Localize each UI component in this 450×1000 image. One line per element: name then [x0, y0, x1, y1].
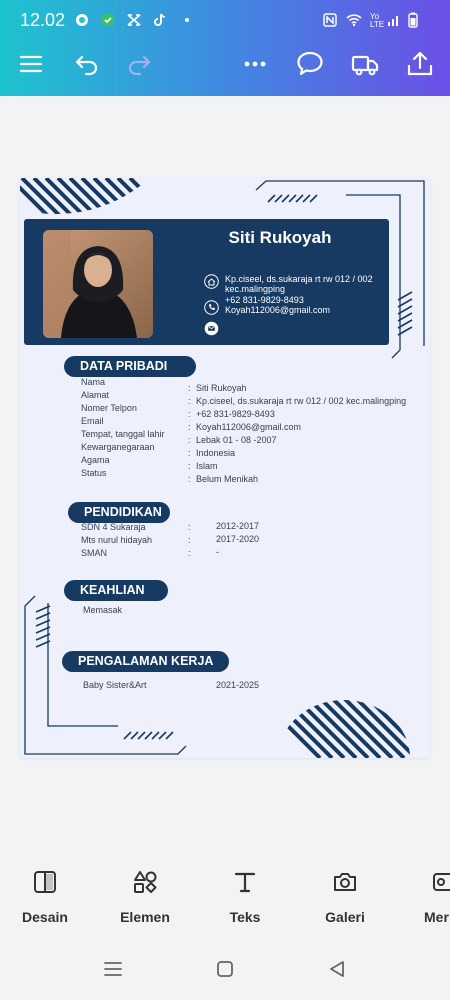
battery-icon	[405, 12, 421, 28]
section-experience[interactable]: PENGALAMAN KERJA	[62, 651, 229, 672]
value-phone: +62 831-9829-8493	[196, 409, 275, 419]
dock-elements-label: Elemen	[120, 909, 170, 925]
education-school: Mts nurul hidayah	[81, 535, 153, 545]
dock-brand[interactable]	[405, 868, 450, 925]
education-school: SMAN	[81, 548, 108, 558]
value-religion: Islam	[196, 461, 218, 471]
value-nationality: Indonesia	[196, 448, 236, 458]
contact-address: Kp.ciseel, ds.sukaraja rt rw 012 / 002 kec.malingping	[225, 274, 373, 294]
value-email: Koyah112006@gmail.com	[196, 422, 302, 432]
recent-apps-icon[interactable]	[102, 958, 124, 980]
colon: :	[188, 435, 191, 445]
section-personal-data[interactable]: DATA PRIBADI	[64, 356, 196, 377]
dock-brand-label: Mer	[424, 909, 449, 925]
education-years: 2017-2020	[216, 534, 260, 544]
skill-item: Memasak	[83, 605, 123, 615]
nfc-icon	[322, 12, 338, 28]
colon: :	[188, 474, 191, 484]
text-icon	[231, 868, 259, 896]
colon: :	[188, 422, 191, 432]
dock-gallery[interactable]	[305, 868, 385, 925]
experience-role: Baby Sister&Art	[83, 680, 147, 690]
comment-icon[interactable]	[295, 49, 325, 79]
status-time: 12.02	[20, 10, 66, 30]
signal-icon	[386, 12, 402, 28]
colon: :	[188, 535, 191, 545]
redo-icon[interactable]	[124, 49, 154, 79]
undo-icon[interactable]	[72, 49, 102, 79]
profile-photo[interactable]	[43, 230, 153, 338]
contact-phone: +62 831-9829-8493	[225, 295, 304, 305]
colon: :	[188, 396, 191, 406]
app-notification-icon	[100, 12, 116, 28]
record-icon	[74, 12, 90, 28]
dock-text-label: Teks	[229, 909, 261, 925]
label-phone: Nomer Telpon	[81, 403, 137, 413]
section-skills[interactable]: KEAHLIAN	[64, 580, 168, 601]
colon: :	[188, 409, 191, 419]
label-address: Alamat	[81, 390, 110, 400]
education-years: 2012-2017	[216, 521, 260, 531]
education-years: -	[216, 547, 219, 557]
label-religion: Agama	[81, 455, 110, 465]
design-icon	[31, 868, 59, 896]
brand-icon	[431, 868, 450, 896]
dock-elements[interactable]	[105, 868, 185, 925]
value-birth: Lebak 01 - 08 -2007	[196, 435, 277, 445]
camera-icon	[331, 868, 359, 896]
design-canvas[interactable]	[20, 178, 430, 758]
dock-gallery-label: Galeri	[325, 909, 365, 925]
phone-icon	[204, 300, 219, 315]
colon: :	[188, 448, 191, 458]
colon: :	[188, 383, 191, 393]
experience-years: 2021-2025	[216, 680, 260, 690]
label-birth: Tempat, tanggal lahir	[81, 429, 165, 439]
label-email: Email	[81, 416, 104, 426]
colon: :	[188, 548, 191, 558]
value-address: Kp.ciseel, ds.sukaraja rt rw 012 / 002 kec.malingping	[196, 396, 407, 406]
value-status: Belum Menikah	[196, 474, 259, 484]
section-education[interactable]: PENDIDIKAN	[68, 502, 170, 523]
education-school: SDN 4 Sukaraja	[81, 522, 146, 532]
email-icon	[204, 321, 219, 336]
home-icon	[204, 274, 219, 289]
colon: :	[188, 461, 191, 471]
share-icon[interactable]	[405, 49, 435, 79]
capcut-icon	[126, 12, 142, 28]
wifi-icon	[346, 12, 362, 28]
dock-design-label: Desain	[22, 909, 68, 925]
more-icon[interactable]	[240, 49, 270, 79]
label-name: Nama	[81, 377, 106, 387]
status-bar	[0, 0, 450, 40]
dot-icon	[179, 12, 195, 28]
dock-design[interactable]	[5, 868, 85, 925]
menu-icon[interactable]	[16, 49, 46, 79]
colon: :	[188, 522, 191, 532]
truck-icon[interactable]	[350, 49, 380, 79]
back-icon[interactable]	[326, 958, 348, 980]
label-status: Status	[81, 468, 107, 478]
contact-email: Koyah112006@gmail.com	[225, 305, 331, 315]
dock-text[interactable]	[205, 868, 285, 925]
cv-name[interactable]: Siti Rukoyah	[228, 228, 332, 247]
value-name: Siti Rukoyah	[196, 383, 247, 393]
label-nationality: Kewarganegaraan	[81, 442, 155, 452]
elements-icon	[131, 868, 159, 896]
tiktok-icon	[152, 12, 168, 28]
network-type: Yo LTE	[370, 12, 385, 29]
home-nav-icon[interactable]	[214, 958, 236, 980]
